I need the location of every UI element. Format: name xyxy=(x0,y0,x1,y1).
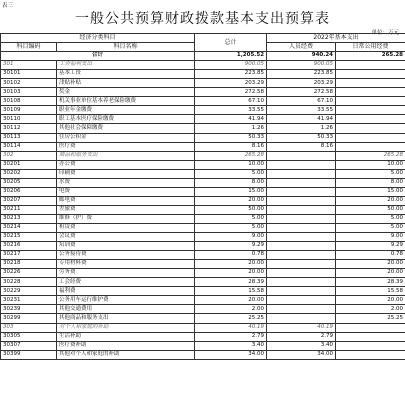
row-total: 900.05 xyxy=(195,61,267,70)
table-row xyxy=(1,142,405,151)
row-personnel xyxy=(267,242,336,251)
row-personnel: 2.79 xyxy=(267,332,336,341)
row-personnel: 203.29 xyxy=(267,79,336,88)
row-personnel: 900.05 xyxy=(267,61,336,70)
row-name: 办公费 xyxy=(57,160,195,169)
row-personnel: 41.94 xyxy=(267,115,336,124)
row-personnel xyxy=(267,296,336,305)
row-name: 租赁费 xyxy=(57,223,195,232)
row-code: 30207 xyxy=(1,196,57,205)
row-name: 会议费 xyxy=(57,233,195,242)
table-row xyxy=(1,178,405,187)
row-total: 50.00 xyxy=(195,205,267,214)
table-row xyxy=(1,160,405,169)
row-daily: 25.25 xyxy=(336,314,405,323)
row-code: 30211 xyxy=(1,205,57,214)
row-code: 30109 xyxy=(1,106,57,115)
row-daily xyxy=(336,332,405,341)
row-daily xyxy=(336,106,405,115)
table-row xyxy=(1,323,405,332)
row-code: 30229 xyxy=(1,287,57,296)
row-code: 30307 xyxy=(1,341,57,350)
row-name: 医疗费 xyxy=(57,142,195,151)
row-total: 3.40 xyxy=(195,341,267,350)
row-name: 机关事业单位基本养老保险缴费 xyxy=(57,97,195,106)
row-daily: 265.28 xyxy=(336,151,405,160)
row-code: 30101 xyxy=(1,70,57,79)
row-code: 30228 xyxy=(1,278,57,287)
row-total: 265.28 xyxy=(195,151,267,160)
row-name: 职业年金缴费 xyxy=(57,106,195,115)
row-code: 30215 xyxy=(1,233,57,242)
row-name: 电费 xyxy=(57,187,195,196)
row-name: 水费 xyxy=(57,178,195,187)
row-daily: 9.00 xyxy=(336,233,405,242)
row-personnel xyxy=(267,187,336,196)
table-row xyxy=(1,106,405,115)
total-row xyxy=(1,52,405,61)
row-total: 20.00 xyxy=(195,296,267,305)
table-row xyxy=(1,314,405,323)
row-daily xyxy=(336,142,405,151)
table-row xyxy=(1,70,405,79)
row-total: 15.00 xyxy=(195,187,267,196)
row-name: 基本工资 xyxy=(57,70,195,79)
row-total: 5.00 xyxy=(195,223,267,232)
row-name: 生活补助 xyxy=(57,332,195,341)
table-row xyxy=(1,205,405,214)
daily-header: 日常公用经费 xyxy=(336,43,405,52)
row-name: 工会经费 xyxy=(57,278,195,287)
row-code: 30226 xyxy=(1,269,57,278)
row-daily: 9.29 xyxy=(336,242,405,251)
row-personnel: 223.85 xyxy=(267,70,336,79)
row-personnel xyxy=(267,169,336,178)
row-name: 差旅费 xyxy=(57,205,195,214)
year-group-header: 2022年基本支出 xyxy=(267,34,405,43)
table-row xyxy=(1,260,405,269)
table-row xyxy=(1,115,405,124)
row-personnel: 272.58 xyxy=(267,88,336,97)
page-title: 一般公共预算财政拨款基本支出预算表 xyxy=(75,11,330,27)
row-name: 专用材料费 xyxy=(57,260,195,269)
table-row xyxy=(1,251,405,260)
row-total: 2.00 xyxy=(195,305,267,314)
row-name: 津贴补贴 xyxy=(57,79,195,88)
table-row xyxy=(1,332,405,341)
row-total: 1.26 xyxy=(195,124,267,133)
row-daily xyxy=(336,350,405,359)
row-total: 8.16 xyxy=(195,142,267,151)
row-total: 40.19 xyxy=(195,323,267,332)
row-total: 2.79 xyxy=(195,332,267,341)
table-row xyxy=(1,214,405,223)
row-code: 30201 xyxy=(1,160,57,169)
row-total: 50.33 xyxy=(195,133,267,142)
row-name: 奖金 xyxy=(57,88,195,97)
total-header: 总计 xyxy=(195,34,267,52)
row-total: 9.29 xyxy=(195,242,267,251)
row-name: 商品和服务支出 xyxy=(57,151,195,160)
row-total: 41.94 xyxy=(195,115,267,124)
row-daily xyxy=(336,70,405,79)
row-personnel: 1.26 xyxy=(267,124,336,133)
row-daily xyxy=(336,323,405,332)
row-daily: 2.00 xyxy=(336,305,405,314)
row-code: 30218 xyxy=(1,260,57,269)
row-personnel: 40.19 xyxy=(267,323,336,332)
row-personnel xyxy=(267,287,336,296)
row-daily: 10.00 xyxy=(336,160,405,169)
budget-table xyxy=(0,33,405,360)
header-row-group xyxy=(1,34,405,43)
row-code: 30206 xyxy=(1,187,57,196)
row-daily: 20.00 xyxy=(336,269,405,278)
total-personnel: 940.24 xyxy=(267,52,336,61)
row-code: 30299 xyxy=(1,314,57,323)
row-code: 30113 xyxy=(1,133,57,142)
table-number-label: 表三 xyxy=(2,3,14,9)
row-code: 30239 xyxy=(1,305,57,314)
row-name: 其他对个人和家庭的补助 xyxy=(57,350,195,359)
row-code: 302 xyxy=(1,151,57,160)
row-code: 30114 xyxy=(1,142,57,151)
table-row xyxy=(1,79,405,88)
row-personnel xyxy=(267,214,336,223)
row-code: 303 xyxy=(1,323,57,332)
row-personnel: 3.40 xyxy=(267,341,336,350)
row-name: 工资福利支出 xyxy=(57,61,195,70)
row-personnel xyxy=(267,196,336,205)
table-row xyxy=(1,296,405,305)
unit-label: 单位：万元 xyxy=(371,30,399,36)
row-total: 15.58 xyxy=(195,287,267,296)
econ-group-header: 经济分类科目 xyxy=(1,34,195,43)
row-daily: 28.39 xyxy=(336,278,405,287)
total-label: 合计 xyxy=(1,52,195,61)
row-name: 公务用车运行维护费 xyxy=(57,296,195,305)
row-daily: 50.00 xyxy=(336,205,405,214)
row-code: 30103 xyxy=(1,88,57,97)
table-row xyxy=(1,223,405,232)
row-name: 劳务费 xyxy=(57,269,195,278)
row-total: 20.00 xyxy=(195,196,267,205)
row-personnel xyxy=(267,314,336,323)
row-daily: 20.00 xyxy=(336,260,405,269)
row-code: 30217 xyxy=(1,251,57,260)
table-row xyxy=(1,269,405,278)
row-total: 9.00 xyxy=(195,233,267,242)
table-row xyxy=(1,124,405,133)
row-name: 维修（护）费 xyxy=(57,214,195,223)
row-code: 30112 xyxy=(1,124,57,133)
table-row xyxy=(1,196,405,205)
row-daily: 5.00 xyxy=(336,214,405,223)
row-code: 30305 xyxy=(1,332,57,341)
row-total: 20.00 xyxy=(195,260,267,269)
row-total: 34.00 xyxy=(195,350,267,359)
row-personnel xyxy=(267,151,336,160)
row-daily: 8.00 xyxy=(336,178,405,187)
table-row xyxy=(1,350,405,359)
row-personnel xyxy=(267,251,336,260)
row-code: 30214 xyxy=(1,223,57,232)
row-name: 印刷费 xyxy=(57,169,195,178)
row-total: 20.00 xyxy=(195,269,267,278)
table-row xyxy=(1,233,405,242)
table-row xyxy=(1,242,405,251)
row-personnel: 34.00 xyxy=(267,350,336,359)
row-total: 10.00 xyxy=(195,160,267,169)
row-personnel xyxy=(267,260,336,269)
row-name: 对个人和家庭的补助 xyxy=(57,323,195,332)
total-daily: 265.28 xyxy=(336,52,405,61)
table-row xyxy=(1,305,405,314)
row-name: 邮电费 xyxy=(57,196,195,205)
table-row xyxy=(1,151,405,160)
row-daily xyxy=(336,88,405,97)
row-name: 公务接待费 xyxy=(57,251,195,260)
row-daily: 15.00 xyxy=(336,187,405,196)
code-header: 科目编码 xyxy=(1,43,57,52)
row-personnel xyxy=(267,233,336,242)
table-row xyxy=(1,133,405,142)
row-code: 30231 xyxy=(1,296,57,305)
row-personnel xyxy=(267,178,336,187)
row-daily: 5.00 xyxy=(336,169,405,178)
row-code: 30213 xyxy=(1,214,57,223)
row-code: 30102 xyxy=(1,79,57,88)
row-code: 30205 xyxy=(1,178,57,187)
row-total: 272.58 xyxy=(195,88,267,97)
table-row xyxy=(1,169,405,178)
row-daily: 20.00 xyxy=(336,296,405,305)
row-personnel xyxy=(267,223,336,232)
row-code: 30399 xyxy=(1,350,57,359)
row-total: 8.00 xyxy=(195,178,267,187)
name-header: 科目名称 xyxy=(57,43,195,52)
table-row xyxy=(1,287,405,296)
row-daily xyxy=(336,79,405,88)
total-amount: 1,205.52 xyxy=(195,52,267,61)
row-daily xyxy=(336,115,405,124)
row-personnel xyxy=(267,160,336,169)
row-name: 福利费 xyxy=(57,287,195,296)
row-daily: 0.78 xyxy=(336,251,405,260)
row-daily xyxy=(336,97,405,106)
row-total: 203.29 xyxy=(195,79,267,88)
row-daily xyxy=(336,124,405,133)
row-code: 30110 xyxy=(1,115,57,124)
table-row xyxy=(1,187,405,196)
row-code: 30216 xyxy=(1,242,57,251)
row-daily xyxy=(336,61,405,70)
row-personnel xyxy=(267,305,336,314)
personnel-header: 人员经费 xyxy=(267,43,336,52)
row-personnel: 67.10 xyxy=(267,97,336,106)
row-name: 职工基本医疗保险缴费 xyxy=(57,115,195,124)
table-row xyxy=(1,97,405,106)
row-daily: 15.58 xyxy=(336,287,405,296)
row-personnel xyxy=(267,278,336,287)
row-total: 5.00 xyxy=(195,214,267,223)
row-code: 30108 xyxy=(1,97,57,106)
row-personnel: 8.16 xyxy=(267,142,336,151)
row-name: 其他社会保障缴费 xyxy=(57,124,195,133)
row-personnel: 50.33 xyxy=(267,133,336,142)
table-row xyxy=(1,61,405,70)
row-total: 5.00 xyxy=(195,169,267,178)
table-row xyxy=(1,278,405,287)
row-total: 223.85 xyxy=(195,70,267,79)
table-row xyxy=(1,88,405,97)
row-personnel xyxy=(267,269,336,278)
row-daily: 20.00 xyxy=(336,196,405,205)
row-daily: 5.00 xyxy=(336,223,405,232)
row-total: 28.39 xyxy=(195,278,267,287)
row-code: 301 xyxy=(1,61,57,70)
row-name: 住房公积金 xyxy=(57,133,195,142)
row-personnel xyxy=(267,205,336,214)
row-daily xyxy=(336,133,405,142)
row-personnel: 33.55 xyxy=(267,106,336,115)
row-name: 培训费 xyxy=(57,242,195,251)
row-name: 其他交通费用 xyxy=(57,305,195,314)
row-total: 25.25 xyxy=(195,314,267,323)
row-code: 30202 xyxy=(1,169,57,178)
row-name: 其他商品和服务支出 xyxy=(57,314,195,323)
table-row xyxy=(1,341,405,350)
row-total: 33.55 xyxy=(195,106,267,115)
row-total: 0.78 xyxy=(195,251,267,260)
row-name: 医疗费补助 xyxy=(57,341,195,350)
row-daily xyxy=(336,341,405,350)
row-total: 67.10 xyxy=(195,97,267,106)
